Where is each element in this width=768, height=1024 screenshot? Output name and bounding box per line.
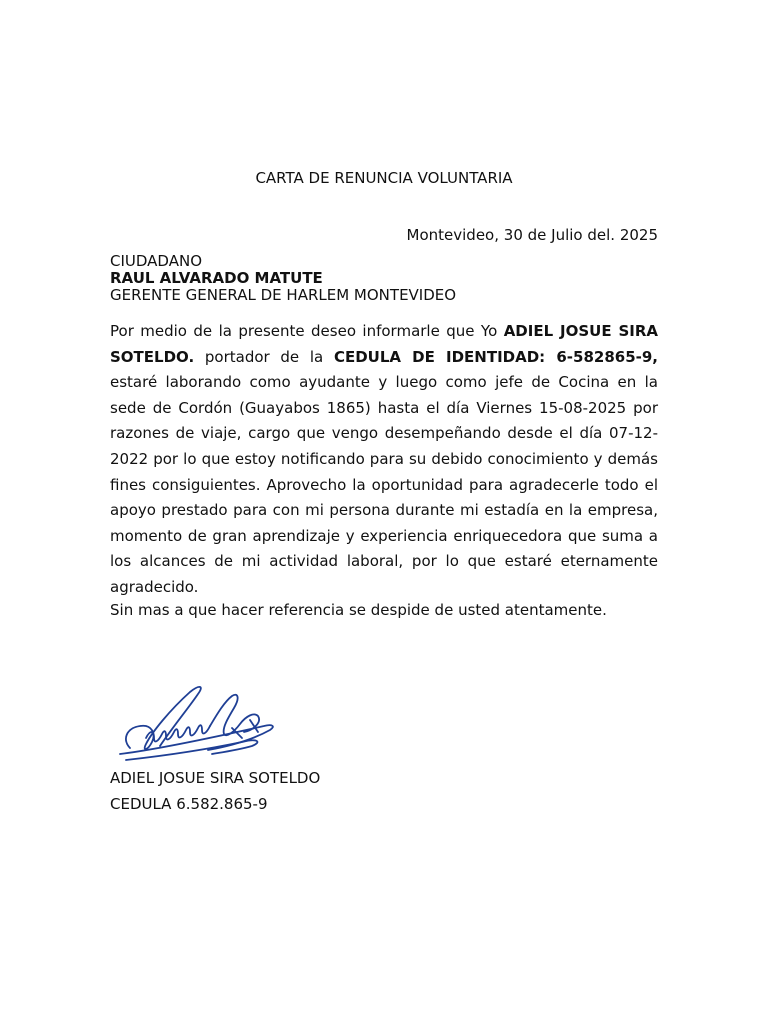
letter-body xyxy=(110,319,658,601)
id-label: CEDULA DE IDENTIDAD: 6-582865-9, xyxy=(333,347,658,366)
signer-name: ADIEL JOSUE SIRA SOTELDO xyxy=(110,769,321,787)
recipient-salutation: CIUDADANO xyxy=(110,252,202,270)
body-text-part-1: Por medio de la presente deseo informarle que Yo xyxy=(110,322,504,340)
recipient-block xyxy=(110,253,658,304)
body-text-part-3: estaré laborando como ayudante y luego como jefe de Cocina en la sede de Cordón (Guayabos 1865) hasta el día Viernes 15-08-2025 por razones de viaje, cargo que vengo desempeñando desde el día 07-12-2022 por lo que estoy notificando para su debido conocimiento y demás fines consiguientes. Aprovecho la oportunidad para agradecerle todo el apoyo prestado para con mi persona durante mi estadía en la empresa, momento de gran aprendizaje y experiencia enriquecedora que suma a los alcances de mi actividad laboral, por lo que estaré eternamente agradecido. xyxy=(110,373,658,596)
letter-title: CARTA DE RENUNCIA VOLUNTARIA xyxy=(255,169,513,187)
recipient-name: RAUL ALVARADO MATUTE xyxy=(110,269,323,287)
closing-line: Sin mas a que hacer referencia se despide de usted atentamente. xyxy=(110,601,607,619)
signer-id: CEDULA 6.582.865-9 xyxy=(110,795,268,813)
body-text-part-2: portador de la xyxy=(194,347,334,366)
author-name: ADIEL JOSUE SIRA SOTELDO. xyxy=(110,322,659,366)
date-line: Montevideo, 30 de Julio del. 2025 xyxy=(406,226,658,244)
recipient-position: GERENTE GENERAL DE HARLEM MONTEVIDEO xyxy=(110,286,457,304)
handwritten-signature xyxy=(112,680,282,765)
